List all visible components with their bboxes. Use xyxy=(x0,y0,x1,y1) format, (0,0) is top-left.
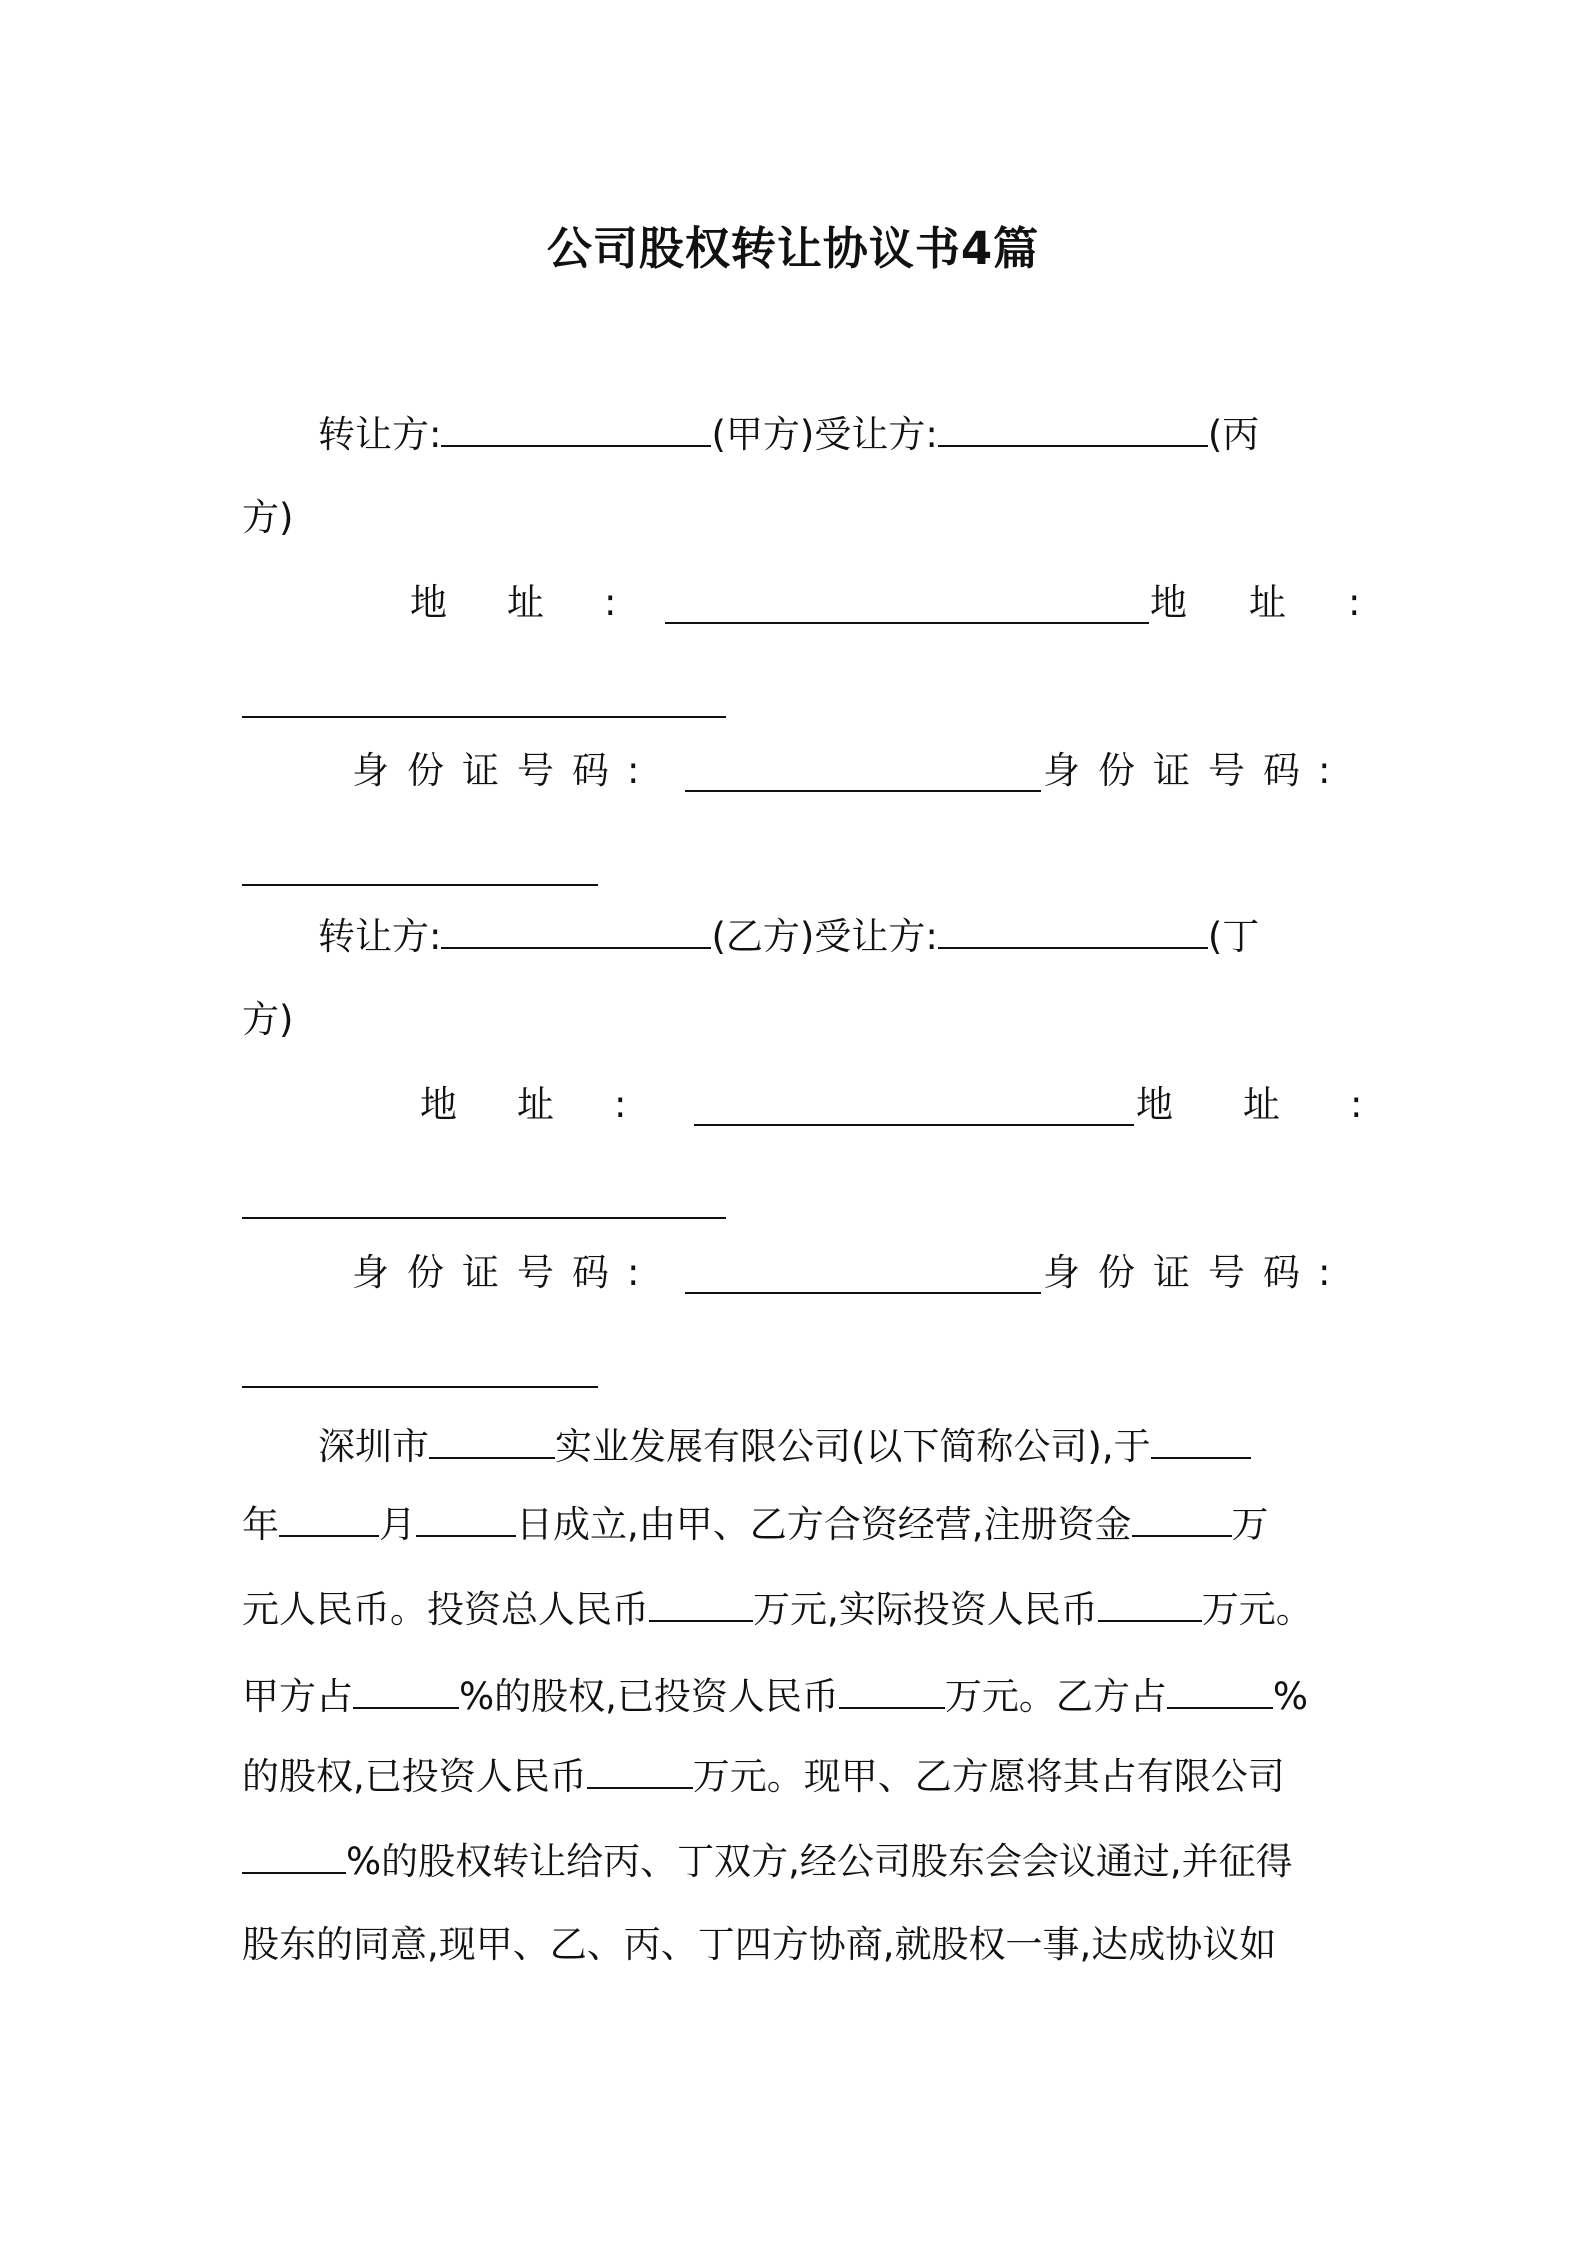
body-text: 元人民币。投资总人民币 xyxy=(242,1588,649,1631)
capital-blank[interactable] xyxy=(1132,1501,1232,1537)
address-label-right-1: 地址: xyxy=(1150,581,1423,624)
transferee-c-name-blank[interactable] xyxy=(938,411,1208,447)
body-line-2 xyxy=(242,1500,1352,1550)
body-text: 的股权,已投资人民币 xyxy=(242,1755,587,1798)
body-text: 实业发展有限公司(以下简称公司),于 xyxy=(555,1425,1151,1468)
address-a-blank[interactable] xyxy=(665,588,1149,624)
body-text: %的股权转让给丙、丁双方,经公司股东会会议通过,并征得 xyxy=(346,1840,1293,1883)
body-text: % xyxy=(1272,1675,1309,1718)
id-label-right-1: 身份证号码: xyxy=(1043,749,1349,792)
party-b-share-blank[interactable] xyxy=(1167,1673,1273,1709)
body-text: 日成立,由甲、乙方合资经营,注册资金 xyxy=(516,1503,1132,1546)
day-blank[interactable] xyxy=(416,1501,516,1537)
body-text: 万元。乙方占 xyxy=(944,1675,1167,1718)
transferee-label: 受让方: xyxy=(814,413,938,456)
transferor-label-2: 转让方: xyxy=(318,915,442,958)
document-title: 公司股权转让协议书4篇 xyxy=(546,222,1040,275)
id-label-right-2: 身份证号码: xyxy=(1043,1251,1349,1294)
party-row-2 xyxy=(318,912,1352,962)
party-a-tag: (甲方) xyxy=(711,413,815,456)
body-line-5 xyxy=(242,1752,1352,1802)
body-line-7 xyxy=(242,1920,1352,1970)
actual-investment-blank[interactable] xyxy=(1098,1586,1202,1622)
address-d-blank[interactable] xyxy=(242,1183,726,1219)
party-a-share-blank[interactable] xyxy=(353,1673,459,1709)
address-label-right-2: 地址: xyxy=(1136,1083,1433,1126)
id-label-left-2: 身份证号码: xyxy=(352,1251,658,1294)
address-label-left-2: 地址: xyxy=(420,1083,687,1126)
body-line-1 xyxy=(318,1422,1428,1472)
body-text: 万元。 xyxy=(1201,1588,1313,1631)
body-line-6 xyxy=(242,1837,1352,1887)
body-text: 年 xyxy=(242,1503,279,1546)
id-label-left-1: 身份证号码: xyxy=(352,749,658,792)
party-a-investment-blank[interactable] xyxy=(839,1673,945,1709)
party-row-1 xyxy=(318,410,1352,460)
party-d-tag-wrap xyxy=(242,995,1352,1045)
transfer-share-blank[interactable] xyxy=(242,1838,346,1874)
address-label-left-1: 地址: xyxy=(410,581,677,624)
total-investment-blank[interactable] xyxy=(649,1586,753,1622)
party-c-tag-start: (丙 xyxy=(1207,413,1260,456)
id-d-blank[interactable] xyxy=(242,1352,598,1388)
transferee-d-name-blank[interactable] xyxy=(938,913,1208,949)
month-blank[interactable] xyxy=(279,1501,379,1537)
year-blank[interactable] xyxy=(1151,1423,1251,1459)
address-b-blank[interactable] xyxy=(694,1090,1134,1126)
body-text: 甲方占 xyxy=(242,1675,353,1718)
body-line-4 xyxy=(242,1672,1352,1722)
party-b-tag: (乙方) xyxy=(711,915,815,958)
body-text: 月 xyxy=(379,1503,416,1546)
city-blank[interactable] xyxy=(429,1423,555,1459)
body-text: %的股权,已投资人民币 xyxy=(459,1675,839,1718)
body-text: 深圳市 xyxy=(318,1425,429,1468)
party-b-investment-blank[interactable] xyxy=(587,1753,693,1789)
body-line-3 xyxy=(242,1585,1352,1635)
party-d-tag-start: (丁 xyxy=(1207,915,1260,958)
transferor-label: 转让方: xyxy=(318,413,442,456)
party-d-tag-end: 方) xyxy=(242,998,294,1041)
transferor-b-name-blank[interactable] xyxy=(441,913,711,949)
body-text: 万元。现甲、乙方愿将其占有限公司 xyxy=(692,1755,1285,1798)
body-text: 万元,实际投资人民币 xyxy=(753,1588,1098,1631)
id-a-blank[interactable] xyxy=(685,756,1041,792)
address-c-blank[interactable] xyxy=(242,682,726,718)
id-b-blank[interactable] xyxy=(685,1258,1041,1294)
party-c-tag-wrap xyxy=(242,493,1352,543)
id-c-blank[interactable] xyxy=(242,850,598,886)
body-text: 万 xyxy=(1231,1503,1269,1546)
party-c-tag-end: 方) xyxy=(242,496,294,539)
transferor-a-name-blank[interactable] xyxy=(441,411,711,447)
transferee-label-2: 受让方: xyxy=(814,915,938,958)
body-text: 股东的同意,现甲、乙、丙、丁四方协商,就股权一事,达成协议如 xyxy=(242,1923,1277,1966)
